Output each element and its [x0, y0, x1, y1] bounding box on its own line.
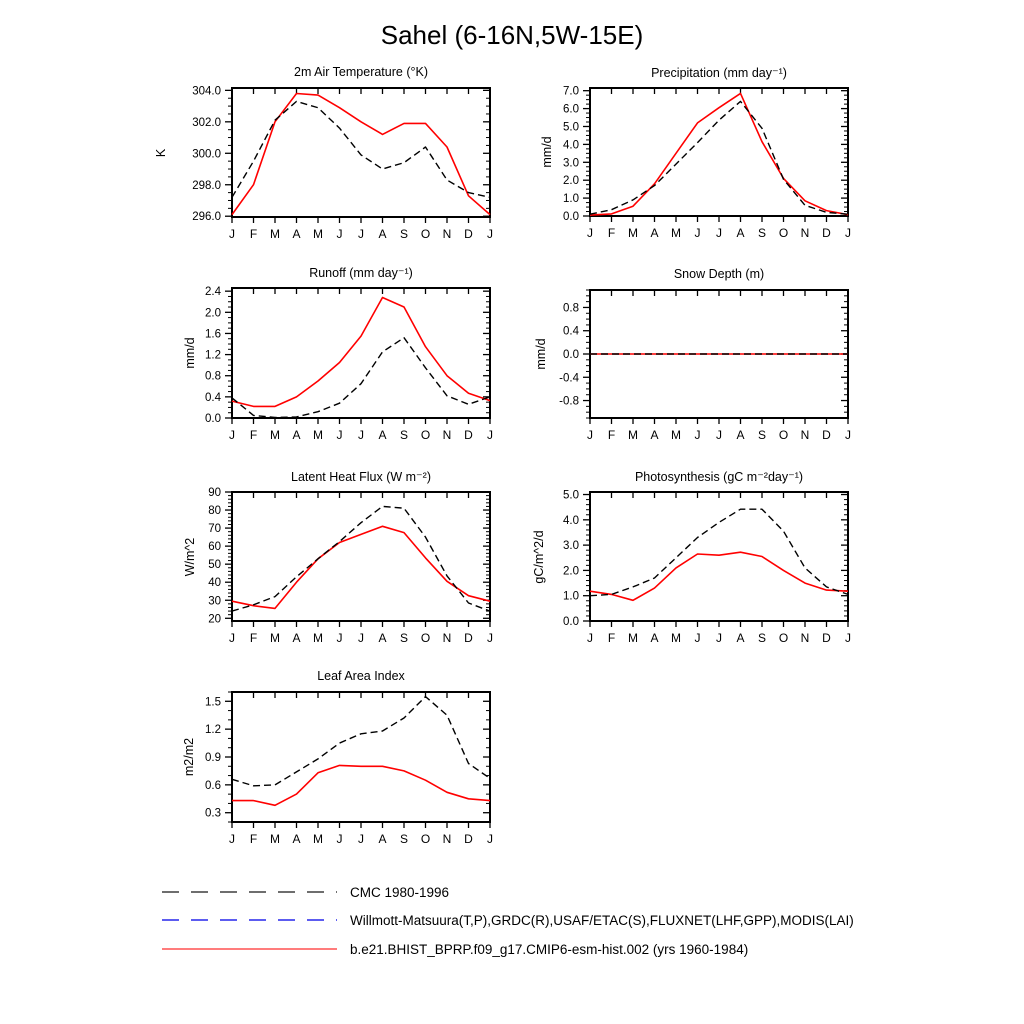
svg-text:M: M [270, 227, 280, 241]
svg-text:0.0: 0.0 [563, 349, 579, 361]
svg-text:O: O [420, 227, 431, 241]
svg-text:2.0: 2.0 [563, 565, 579, 578]
legend-label-model-run: b.e21.BHIST_BPRP.f09_g17.CMIP6-esm-hist.002 (yrs 1960-1984) [350, 941, 749, 957]
svg-text:A: A [736, 428, 745, 442]
svg-text:A: A [292, 631, 301, 645]
svg-text:4.0: 4.0 [563, 514, 579, 527]
svg-text:D: D [464, 227, 473, 241]
svg-text:1.6: 1.6 [205, 328, 221, 341]
svg-text:0.9: 0.9 [205, 752, 221, 764]
svg-text:J: J [229, 428, 235, 442]
svg-text:296.0: 296.0 [192, 211, 221, 224]
svg-text:1.2: 1.2 [205, 724, 221, 737]
svg-text:0.0: 0.0 [563, 616, 579, 628]
svg-text:M: M [628, 226, 638, 240]
svg-text:J: J [336, 428, 343, 442]
svg-text:D: D [822, 226, 831, 240]
svg-text:D: D [464, 428, 473, 442]
svg-text:7.0: 7.0 [563, 85, 579, 98]
panel-title-air-temperature: 2m Air Temperature (°K) [294, 65, 428, 79]
svg-text:J: J [358, 631, 364, 645]
svg-text:304.0: 304.0 [192, 85, 221, 98]
svg-text:S: S [399, 227, 409, 241]
svg-text:A: A [378, 428, 387, 442]
svg-text:M: M [270, 428, 280, 442]
svg-text:50: 50 [208, 559, 221, 572]
svg-text:D: D [464, 832, 473, 846]
svg-text:F: F [249, 631, 258, 645]
svg-text:J: J [694, 631, 701, 645]
svg-text:F: F [607, 428, 616, 442]
svg-text:S: S [399, 631, 409, 645]
svg-text:S: S [757, 226, 767, 240]
svg-text:J: J [487, 832, 493, 846]
svg-text:6.0: 6.0 [563, 103, 579, 116]
svg-text:O: O [778, 226, 789, 240]
svg-text:M: M [313, 227, 323, 241]
svg-text:5.0: 5.0 [563, 489, 579, 502]
svg-text:N: N [442, 227, 452, 241]
svg-text:J: J [845, 428, 851, 442]
svg-text:0.6: 0.6 [205, 779, 221, 792]
svg-text:J: J [845, 226, 851, 240]
svg-text:F: F [249, 832, 258, 846]
svg-text:J: J [845, 631, 851, 645]
svg-text:J: J [694, 226, 701, 240]
svg-text:M: M [628, 631, 638, 645]
svg-text:N: N [442, 832, 452, 846]
svg-text:0.0: 0.0 [205, 413, 221, 425]
svg-text:A: A [378, 631, 387, 645]
svg-text:A: A [378, 832, 387, 846]
svg-text:0.4: 0.4 [563, 325, 579, 338]
svg-text:A: A [736, 226, 745, 240]
svg-text:O: O [420, 631, 431, 645]
svg-text:A: A [292, 832, 301, 846]
svg-text:J: J [358, 227, 364, 241]
svg-text:F: F [249, 227, 258, 241]
svg-text:A: A [736, 631, 745, 645]
y-axis-label-photosynthesis: gC/m^2/d [532, 529, 546, 584]
y-axis-label-runoff: mm/d [183, 337, 197, 369]
svg-text:0.8: 0.8 [563, 302, 579, 315]
svg-text:J: J [229, 631, 235, 645]
svg-text:300.0: 300.0 [192, 148, 221, 161]
svg-text:70: 70 [208, 523, 221, 536]
svg-text:J: J [487, 631, 493, 645]
svg-text:J: J [336, 631, 343, 645]
model-solid-line-sample [160, 940, 340, 958]
svg-text:S: S [399, 832, 409, 846]
svg-text:O: O [420, 832, 431, 846]
svg-text:5.0: 5.0 [563, 121, 579, 134]
legend-item-cmc [160, 883, 449, 901]
svg-text:2.0: 2.0 [205, 307, 221, 320]
svg-text:1.2: 1.2 [205, 349, 221, 362]
svg-text:80: 80 [208, 505, 221, 518]
svg-text:J: J [229, 832, 235, 846]
svg-text:M: M [313, 832, 323, 846]
svg-text:O: O [778, 428, 789, 442]
svg-text:2.4: 2.4 [205, 286, 221, 299]
obs-products-dashed-line-sample [160, 911, 340, 929]
svg-text:M: M [270, 631, 280, 645]
svg-text:J: J [229, 227, 235, 241]
svg-text:D: D [822, 428, 831, 442]
svg-text:302.0: 302.0 [192, 116, 221, 129]
svg-text:0.8: 0.8 [205, 370, 221, 383]
svg-text:A: A [650, 631, 659, 645]
panel-title-latent-heat-flux: Latent Heat Flux (W m⁻²) [291, 470, 431, 484]
svg-text:0.0: 0.0 [563, 211, 579, 223]
svg-text:298.0: 298.0 [192, 179, 221, 192]
svg-text:J: J [694, 428, 701, 442]
svg-text:-0.4: -0.4 [559, 372, 579, 385]
svg-text:3.0: 3.0 [563, 157, 579, 170]
svg-text:0.3: 0.3 [205, 807, 221, 820]
svg-text:J: J [336, 832, 343, 846]
svg-text:1.0: 1.0 [563, 193, 579, 206]
panel-title-photosynthesis: Photosynthesis (gC m⁻²day⁻¹) [634, 470, 804, 484]
y-axis-label-latent-heat-flux: W/m^2 [183, 537, 197, 576]
figure-title: Sahel (6-16N,5W-15E) [380, 20, 644, 50]
svg-text:J: J [716, 631, 722, 645]
svg-text:4.0: 4.0 [563, 139, 579, 152]
y-axis-label-air-temperature: K [154, 148, 168, 157]
svg-text:J: J [716, 226, 722, 240]
svg-text:M: M [313, 428, 323, 442]
panel-title-runoff: Runoff (mm day⁻¹) [309, 266, 413, 280]
svg-text:D: D [822, 631, 831, 645]
svg-text:D: D [464, 631, 473, 645]
svg-text:J: J [716, 428, 722, 442]
svg-text:A: A [378, 227, 387, 241]
svg-text:N: N [800, 428, 810, 442]
svg-text:20: 20 [208, 613, 221, 626]
svg-text:M: M [671, 226, 681, 240]
svg-text:M: M [671, 428, 681, 442]
svg-text:S: S [757, 428, 767, 442]
svg-text:F: F [607, 631, 616, 645]
legend-item-model-run [160, 940, 748, 958]
panel-title-precipitation: Precipitation (mm day⁻¹) [651, 66, 787, 80]
svg-text:M: M [628, 428, 638, 442]
svg-text:N: N [800, 631, 810, 645]
svg-text:N: N [442, 428, 452, 442]
svg-text:J: J [358, 832, 364, 846]
svg-text:J: J [336, 227, 343, 241]
svg-text:A: A [292, 428, 301, 442]
svg-text:A: A [650, 226, 659, 240]
svg-text:A: A [292, 227, 301, 241]
svg-text:1.0: 1.0 [563, 590, 579, 603]
svg-text:S: S [757, 631, 767, 645]
svg-text:M: M [313, 631, 323, 645]
svg-text:-0.8: -0.8 [559, 395, 579, 408]
svg-text:M: M [270, 832, 280, 846]
svg-text:60: 60 [208, 541, 221, 554]
svg-text:90: 90 [208, 487, 221, 499]
svg-text:J: J [358, 428, 364, 442]
legend-label-cmc: CMC 1980-1996 [350, 884, 450, 900]
y-axis-label-leaf-area-index: m2/m2 [182, 737, 196, 777]
svg-text:30: 30 [208, 595, 221, 608]
svg-text:40: 40 [208, 577, 221, 590]
svg-text:J: J [587, 226, 593, 240]
svg-text:N: N [800, 226, 810, 240]
svg-text:0.4: 0.4 [205, 391, 221, 404]
svg-text:M: M [671, 631, 681, 645]
svg-text:N: N [442, 631, 452, 645]
svg-text:F: F [249, 428, 258, 442]
panel-title-snow-depth: Snow Depth (m) [673, 267, 765, 281]
svg-text:S: S [399, 428, 409, 442]
svg-text:O: O [420, 428, 431, 442]
svg-text:1.5: 1.5 [205, 696, 221, 709]
legend-label-obs-products: Willmott-Matsuura(T,P),GRDC(R),USAF/ETAC(S),FLUXNET(LHF,GPP),MODIS(LAI) [350, 912, 854, 928]
svg-text:J: J [587, 428, 593, 442]
svg-text:2.0: 2.0 [563, 175, 579, 188]
svg-text:J: J [487, 428, 493, 442]
svg-text:A: A [650, 428, 659, 442]
svg-text:3.0: 3.0 [563, 540, 579, 553]
svg-text:F: F [607, 226, 616, 240]
cmc-dashed-line-sample [160, 883, 340, 901]
legend-item-obs-products [160, 911, 854, 929]
y-axis-label-precipitation: mm/d [540, 136, 554, 168]
y-axis-label-snow-depth: mm/d [534, 338, 548, 370]
svg-text:J: J [487, 227, 493, 241]
svg-text:J: J [587, 631, 593, 645]
panel-title-leaf-area-index: Leaf Area Index [317, 669, 405, 683]
svg-text:O: O [778, 631, 789, 645]
